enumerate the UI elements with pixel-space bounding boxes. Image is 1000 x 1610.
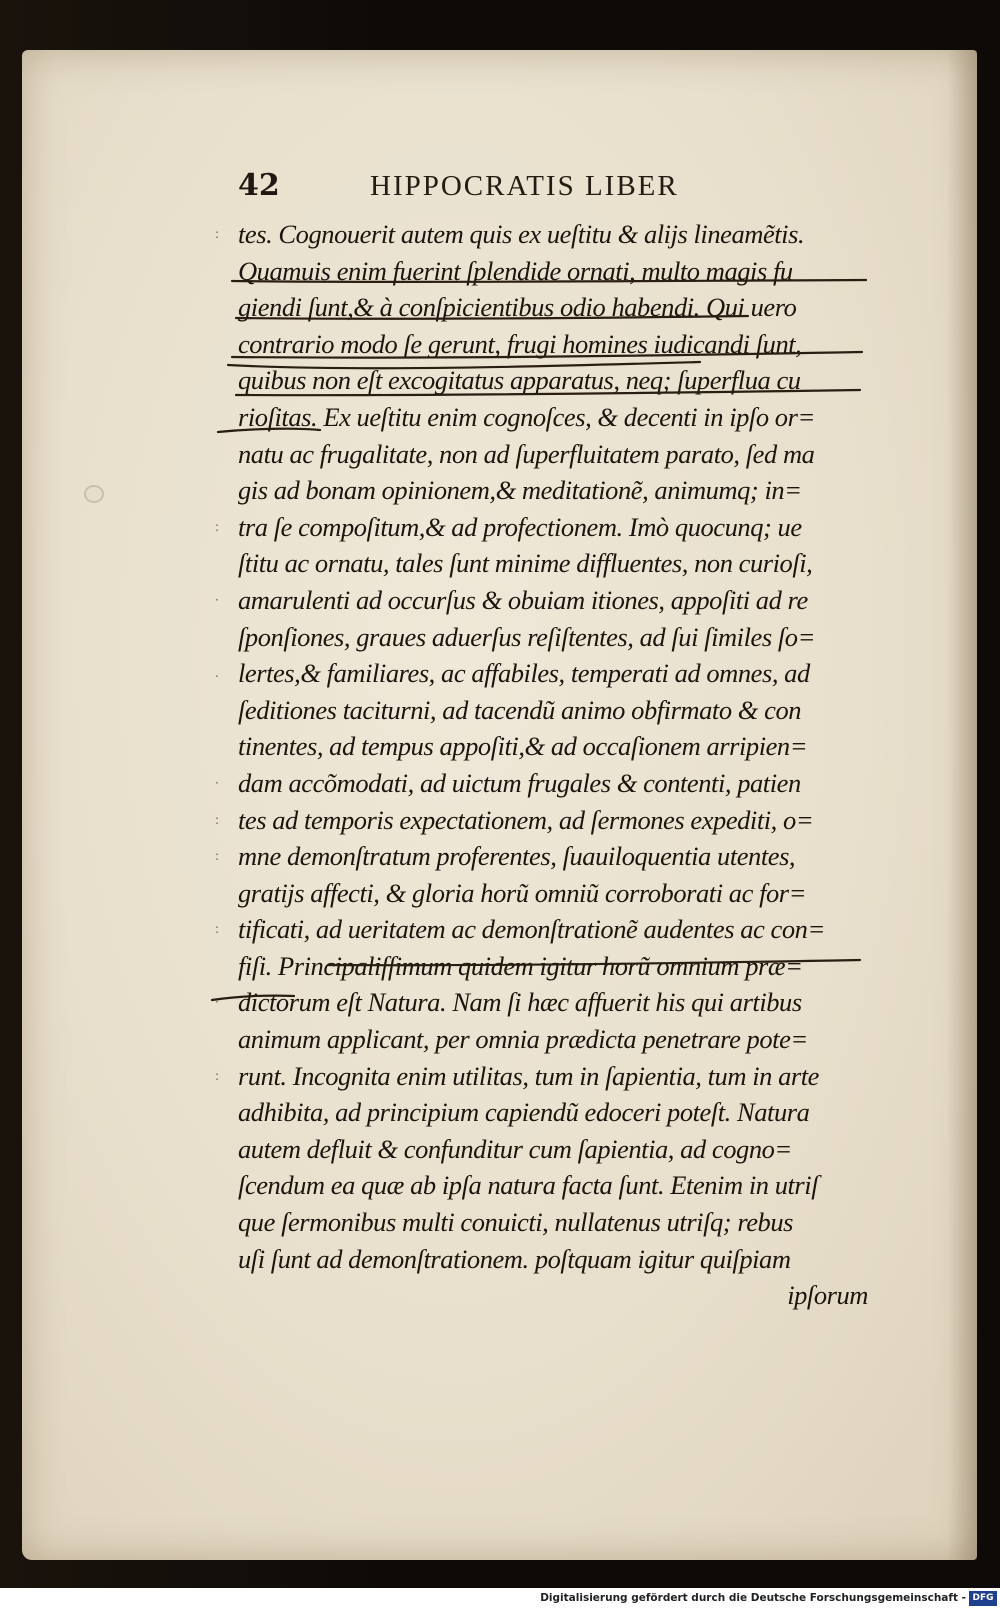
underline-mark	[212, 996, 294, 1000]
text-line: rioſitas. Ex ueſtitu enim cognoſces, & decenti in ipſo or=	[238, 401, 815, 432]
margin-marks: : : · . · : : : · :	[215, 227, 220, 1083]
text-line: tes. Cognouerit autem quis ex ueſtitu & alijs lineamẽtis.	[238, 219, 805, 249]
text-line: tes ad temporis expectationem, ad ſermones expediti, o=	[238, 804, 814, 835]
text-line: tificati, ad ueritatem ac demonſtrationẽ audentes ac con=	[238, 914, 825, 945]
text-line: natu ac frugalitate, non ad ſuperfluitatem parato, ſed ma	[238, 438, 815, 469]
text-line: gis ad bonam opinionem,& meditationẽ, animumq; in=	[238, 475, 802, 506]
text-line: tinentes, ad tempus appoſiti,& ad occaſionem arripien=	[238, 731, 808, 762]
text-line: tra ſe compoſitum,& ad profectionem. Imò quocunq; ue	[238, 511, 802, 542]
underline-mark	[232, 352, 862, 358]
underline-mark	[228, 362, 700, 368]
underline-mark	[236, 390, 860, 395]
text-line: amarulenti ad occurſus & obuiam itiones, appoſiti ad re	[238, 584, 808, 615]
underline-mark	[218, 429, 320, 432]
text-line: ſcendum ea quæ ab ipſa natura facta ſunt. Etenim in utriſ	[238, 1170, 819, 1201]
text-line: gratijs affecti, & gloria horũ omniũ corroborati ac for=	[238, 877, 807, 908]
text-line: dam accõmodati, ad uictum frugales & contenti, patien	[238, 767, 801, 798]
text-line: autem defluit & confunditur cum ſapientia, ad cogno=	[238, 1133, 792, 1164]
text-line: contrario modo ſe gerunt, frugi homines iudicandi ſunt,	[238, 328, 802, 359]
underline-mark	[328, 960, 860, 965]
text-line: mne demonſtratum proferentes, ſuauiloquentia utentes,	[238, 841, 796, 872]
dfg-logo-icon: DFG	[969, 1591, 997, 1606]
text-line: que ſermonibus multi conuicti, nullatenus utriſq; rebus	[238, 1207, 794, 1238]
funding-credit: Digitalisierung gefördert durch die Deutsche Forschungsgemeinschaft -	[540, 1592, 966, 1604]
catchword: ipſorum	[787, 1280, 868, 1311]
digitization-footer	[0, 1588, 1000, 1610]
text-line: ſeditiones taciturni, ad tacendũ animo obfirmato & con	[238, 694, 802, 725]
text-line: lertes,& familiares, ac affabiles, temperati ad omnes, ad	[238, 658, 810, 689]
underline-mark	[236, 316, 748, 319]
text-line: giendi ſunt,& à conſpicientibus odio habendi. Qui uero	[238, 292, 797, 323]
text-line: ſponſiones, graues aduerſus reſiſtentes, ad ſui ſimiles ſo=	[238, 621, 815, 652]
text-line: quibus non eſt excogitatus apparatus, neq; ſuperflua cu	[238, 365, 801, 396]
text-line: Quamuis enim fuerint ſplendide ornati, multo magis fu	[238, 255, 793, 286]
text-line: adhibita, ad principium capiendũ edoceri poteſt. Natura	[238, 1097, 810, 1128]
text-line: ſtitu ac ornatu, tales ſunt minime diffluentes, non curioſi,	[238, 548, 813, 579]
page-number: 42	[238, 168, 280, 203]
text-line: runt. Incognita enim utilitas, tum in ſapientia, tum in arte	[238, 1060, 819, 1091]
text-line: animum applicant, per omnia prædicta penetrare pote=	[238, 1024, 808, 1055]
text-line: uſi ſunt ad demonſtrationem. poſtquam igitur quiſpiam	[238, 1243, 791, 1274]
text-line: fiſi. Principaliſſimum quidem igitur horũ omnium præ=	[238, 950, 803, 981]
underline-mark	[232, 280, 866, 282]
running-title: HIPPOCRATIS LIBER	[370, 170, 679, 202]
text-line: dictorum eſt Natura. Nam ſi hæc affuerit his qui artibus	[238, 987, 802, 1018]
